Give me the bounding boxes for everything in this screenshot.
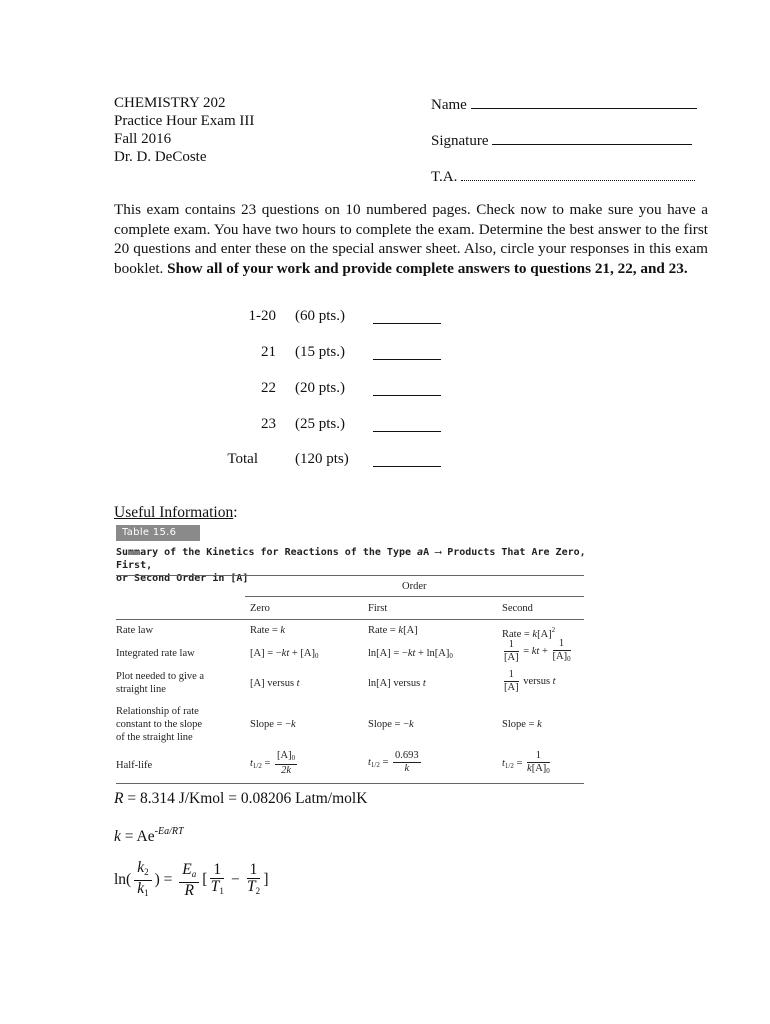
- table-title-pre: Summary of the Kinetics for Reactions of the Type: [116, 547, 418, 558]
- table-rule-header: [116, 619, 584, 620]
- two-point-arrhenius-formula: ln( $\frac{k2}{k1}$ ) = $\frac{Ea}{R}$ [ $\frac{1}{T1}$ − $\frac{1}{T2}$ ]: [114, 859, 269, 899]
- ta-field[interactable]: [431, 166, 695, 186]
- score-label: 21: [261, 344, 276, 360]
- table-rule-top: [116, 575, 584, 576]
- row-label-half-life: Half-life: [116, 760, 153, 771]
- plot-first: ln[A] versus t: [368, 678, 426, 689]
- integrated-second: $\frac{1}{[A]}$ = kt + $\frac{1}{[A]_0}$: [504, 638, 571, 663]
- useful-colon: :: [233, 504, 238, 521]
- rate-law-first: Rate = k[A]: [368, 625, 418, 636]
- term: Fall 2016: [114, 131, 172, 147]
- score-blank[interactable]: [373, 323, 441, 324]
- ta-label: T.A.: [431, 169, 458, 185]
- score-label: 22: [261, 380, 276, 396]
- order-header: Order: [402, 581, 427, 592]
- half-life-zero: $t_{1/2}$ = $\frac{[A]_0}{2k}$: [250, 750, 296, 776]
- score-points: (120 pts): [295, 451, 349, 467]
- name-field[interactable]: [431, 94, 697, 114]
- score-blank[interactable]: [373, 466, 441, 467]
- score-points: (25 pts.): [295, 416, 345, 432]
- course-info: [114, 94, 254, 166]
- score-label: Total: [227, 451, 258, 467]
- table-title-A: A: [423, 547, 430, 558]
- col-header-second: Second: [502, 603, 533, 614]
- integrated-zero: $[A] = -kt + [A]_0$: [250, 648, 319, 660]
- table-title-post: Products That Are Zero, First,: [116, 547, 586, 571]
- useful-title: Useful Information: [114, 504, 234, 521]
- table-badge: Table 15.6: [116, 525, 200, 541]
- table-title-a: a: [417, 547, 424, 558]
- score-points: (20 pts.): [295, 380, 345, 396]
- plot-second: $\frac{1}{[A]}$ versus t: [504, 669, 556, 693]
- score-points: (15 pts.): [295, 344, 345, 360]
- score-label: 1-20: [248, 308, 276, 324]
- gas-constant-formula: R = 8.314 J/Kmol = 0.08206 Latm/molK: [114, 790, 368, 807]
- score-label: 23: [261, 416, 276, 432]
- score-blank[interactable]: [373, 395, 441, 396]
- useful-information-heading: [114, 504, 238, 522]
- instructions-bold: Show all of your work and provide complete answers to questions 21, 22, and 23.: [167, 259, 688, 277]
- signature-line[interactable]: [492, 130, 692, 145]
- instructions-paragraph: [114, 200, 708, 278]
- slope-zero: Slope = −k: [250, 719, 296, 730]
- instructions-text: This exam contains 23 questions on 10 numbered pages. Check now to make sure you have a complete exam. You have two hours to complete the exam. Determine the best answer to the first 20 questions and enter these on the special answer sheet. Also, circle your responses in this exam booklet.: [114, 201, 708, 277]
- row-label-relationship: Relationship of rate constant to the slope of the straight line: [116, 706, 203, 743]
- signature-field[interactable]: [431, 130, 692, 150]
- score-points: (60 pts.): [295, 308, 345, 324]
- half-life-first: $t_{1/2}$ = $\frac{0.693}{k}$: [368, 750, 419, 774]
- row-label-integrated: Integrated rate law: [116, 648, 195, 659]
- score-blank[interactable]: [373, 431, 441, 432]
- col-header-zero: Zero: [250, 603, 270, 614]
- name-label: Name: [431, 97, 467, 113]
- arrhenius-formula: $k = Ae^{-Ea/RT}$: [114, 826, 184, 845]
- row-label-plot: Plot needed to give a straight line: [116, 671, 205, 695]
- table-title: [116, 546, 596, 585]
- order-rule: [245, 596, 584, 597]
- course-title: CHEMISTRY 202: [114, 95, 226, 111]
- name-line[interactable]: [471, 94, 697, 109]
- score-table: [0, 308, 770, 468]
- half-life-second: $t_{1/2}$ = $\frac{1}{k[A]_0}$: [502, 750, 550, 775]
- slope-second: Slope = k: [502, 719, 542, 730]
- exam-title: Practice Hour Exam III: [114, 113, 255, 129]
- rate-law-zero: Rate = k: [250, 625, 286, 636]
- integrated-first: $\ln[A] = -kt + \ln[A]_0$: [368, 648, 453, 660]
- row-label-rate-law: Rate law: [116, 625, 154, 636]
- ta-line[interactable]: [461, 166, 695, 181]
- arrow-icon: ⟶: [435, 547, 442, 558]
- col-header-first: First: [368, 603, 388, 614]
- slope-first: Slope = −k: [368, 719, 414, 730]
- score-blank[interactable]: [373, 359, 441, 360]
- rate-law-second: Rate = $k[A]^2$: [502, 626, 556, 640]
- table-rule-bottom: [116, 783, 584, 784]
- table-title-line2: or Second Order in [A]: [116, 573, 249, 584]
- plot-zero: [A] versus t: [250, 678, 300, 689]
- signature-label: Signature: [431, 133, 489, 149]
- instructor: Dr. D. DeCoste: [114, 149, 207, 165]
